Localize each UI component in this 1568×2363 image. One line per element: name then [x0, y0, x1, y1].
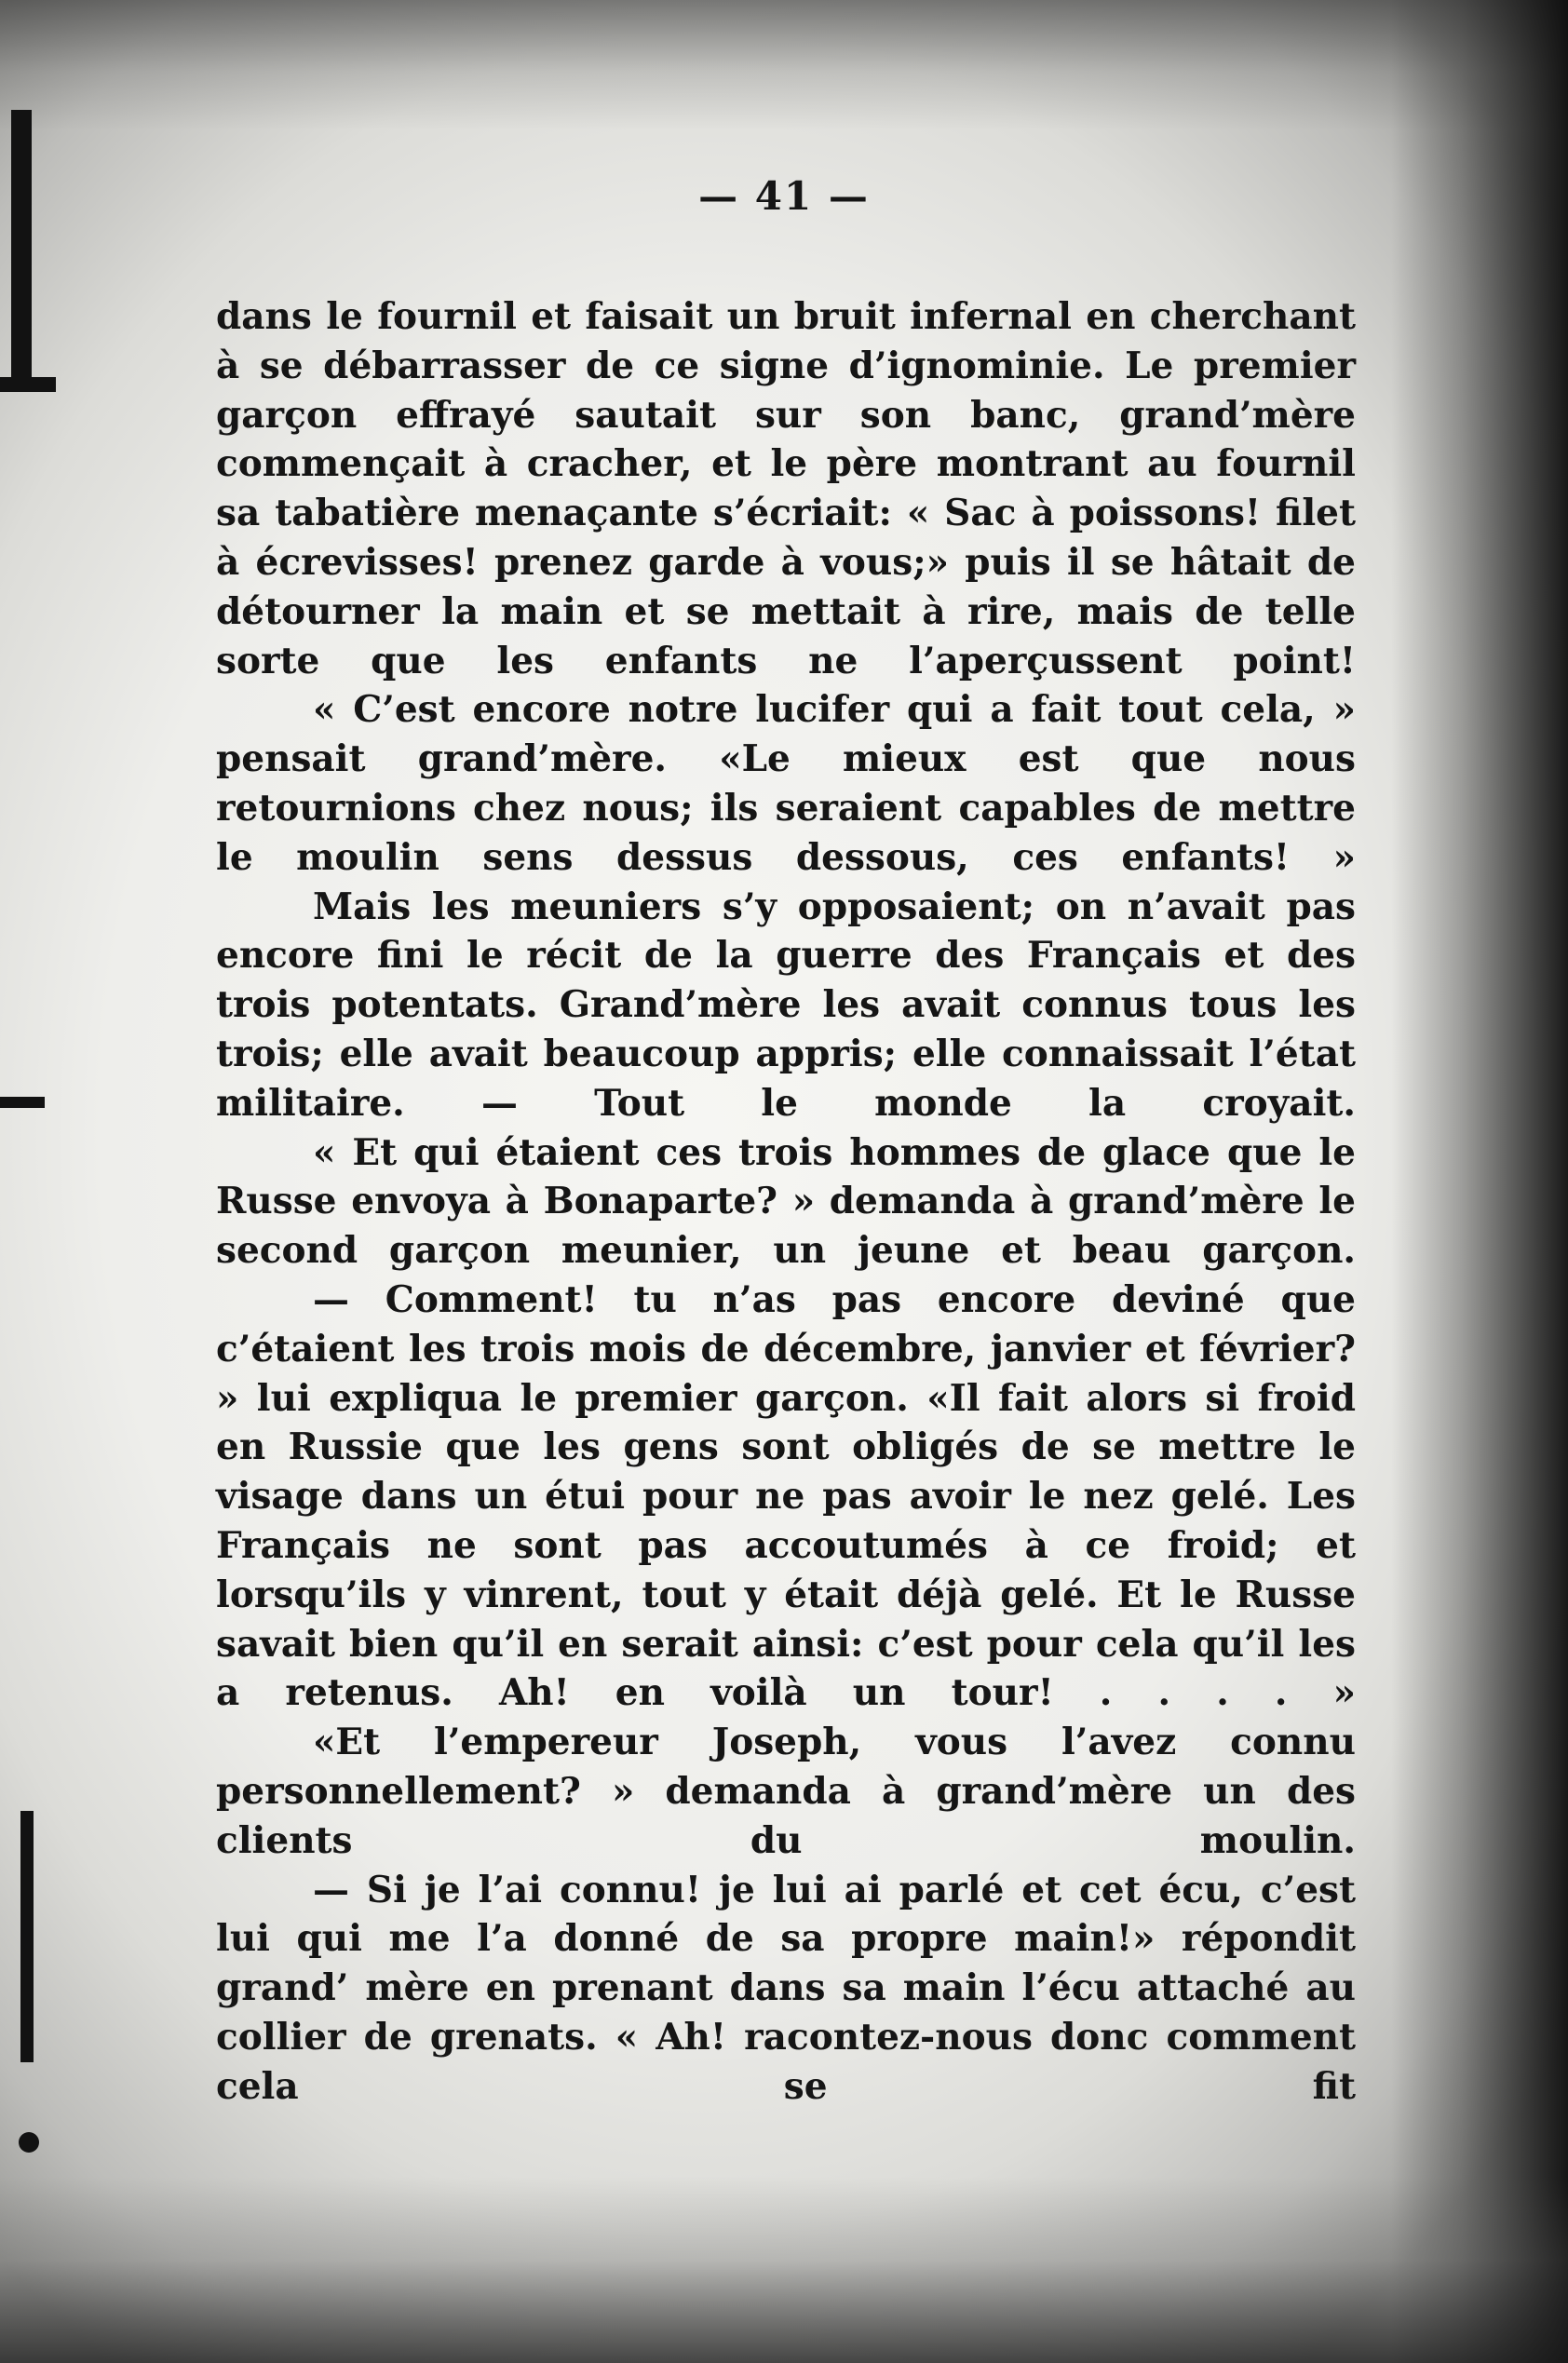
binding-mark-bottom — [19, 2132, 39, 2153]
paragraph-5: — Comment! tu n’as pas encore deviné que c’étaient les trois mois de décembre, janvier et février? » lui expliqua le premier garçon. «Il fait alors si froid en Russie que les gens sont obligés de se mettre le visage dans un étui pour ne pas avoir le nez gelé. Les Français ne sont pas accoutumés à ce froid; et lorsqu’ils y vinrent, tout y était déjà gelé. Et le Russe savait bien qu’il en serait ainsi: c’est pour cela qu’il les a retenus. Ah! en voilà un tour! . . . . » — [216, 1277, 1356, 1715]
binding-mark-top — [11, 110, 32, 389]
paragraph-7: — Si je l’ai connu! je lui ai parlé et cet écu, c’est lui qui me l’a donné de sa propre main!» répondit grand’ mère en prenant dans sa main l’écu attaché au collier de grenats. « Ah! racontez-nous donc comment cela se fit — [216, 1868, 1356, 2108]
paragraph-1: dans le fournil et faisait un bruit infernal en cherchant à se débarrasser de ce signe d’ignominie. Le premier garçon effrayé sautait sur son banc, grand’mère commençait à cracher, et le père montrant au fournil sa tabatière menaçante s’écriait: « Sac à poissons! filet à écrevisses! prenez garde à vous;» puis il se hâtait de détourner la main et se mettait à rire, mais de telle sorte que les enfants ne l’aperçussent point! — [216, 295, 1356, 682]
scan-shadow-right — [1391, 0, 1568, 2363]
binding-mark-lower — [20, 1811, 34, 2062]
page-number: — 41 — — [698, 173, 870, 219]
body-text — [216, 292, 1356, 2111]
scan-shadow-bottom — [0, 2177, 1568, 2363]
paragraph-4: « Et qui étaient ces trois hommes de glace que le Russe envoya à Bonaparte? » demanda à grand’mère le second garçon meunier, un jeune et beau garçon. — [216, 1130, 1356, 1273]
paragraph-3: Mais les meuniers s’y opposaient; on n’avait pas encore fini le récit de la guerre des Français et des trois potentats. Grand’mère les avait connus tous les trois; elle avait beaucoup appris; elle connaissait l’état militaire. — Tout le monde la croyait. — [216, 884, 1356, 1125]
paragraph-6: «Et l’empereur Joseph, vous l’avez connu personnellement? » demanda à grand’mère un des clients du moulin. — [216, 1721, 1356, 1862]
binding-mark-top-foot — [0, 377, 56, 392]
scan-shadow-top — [0, 0, 1568, 130]
binding-mark-middle — [0, 1097, 45, 1108]
paragraph-2: « C’est encore notre lucifer qui a fait tout cela, » pensait grand’mère. «Le mieux est que nous retournions chez nous; ils seraient capables de mettre le moulin sens dessus dessous, ces enfants! » — [216, 688, 1356, 879]
